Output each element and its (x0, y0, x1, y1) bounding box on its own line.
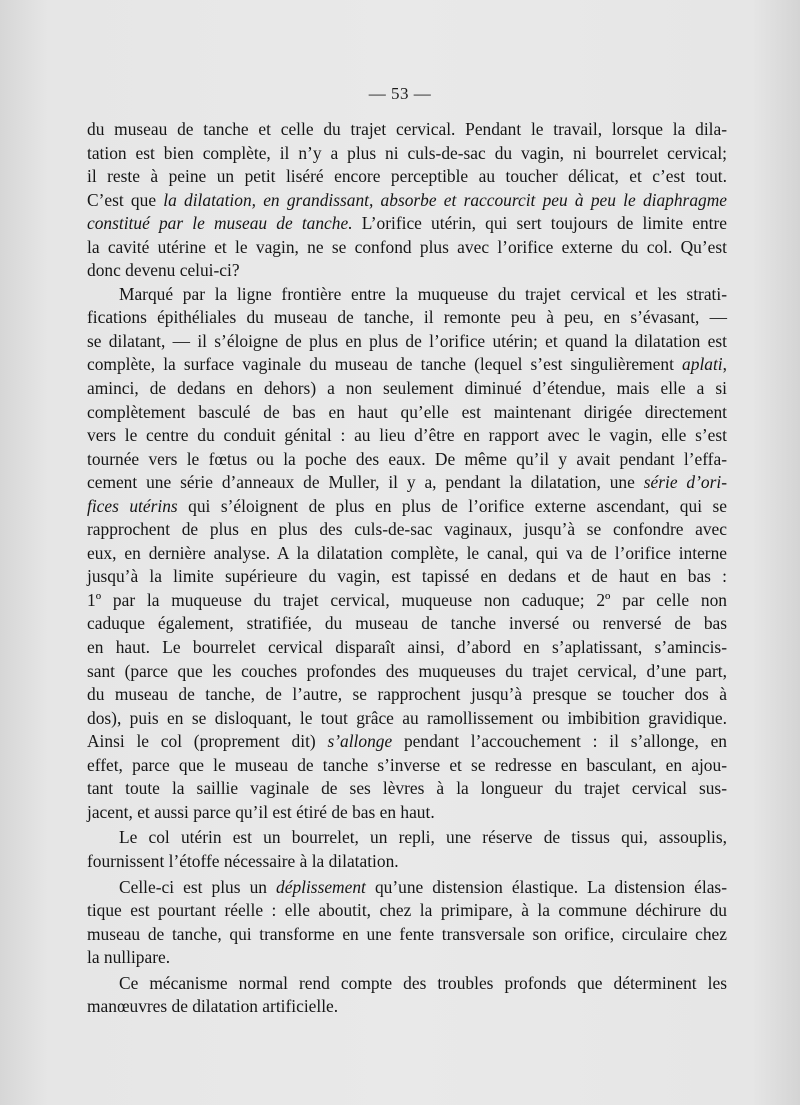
paragraph (87, 826, 727, 873)
text-line: jacent, et aussi parce qu’il est étiré de bas en haut. (87, 801, 435, 822)
text-line: constitué par le museau de tanche. L’orifice utérin, qui sert toujours de limite entre (87, 213, 728, 234)
text-line: Marqué par la ligne frontière entre la muqueuse du trajet cervical et les strati- (119, 283, 727, 304)
text-line: 1º par la muqueuse du trajet cervical, muqueuse non caduque; 2º par celle non (87, 589, 727, 610)
text-line: Celle-ci est plus un déplissement qu’une distension élastique. La distension élas- (119, 876, 727, 897)
text-line: museau de tanche, qui transforme en une fente transversale son orifice, circulaire chez (87, 923, 727, 944)
paragraph (87, 118, 727, 283)
text-line: du museau de tanche et celle du trajet cervical. Pendant le travail, lorsque la dila- (87, 119, 727, 139)
text-line: tation est bien complète, il n’y a plus ni culs-de-sac du vagin, ni bourrelet cervical; (87, 142, 727, 163)
text-line: tique est pourtant réelle : elle aboutit, chez la primipare, à la commune déchirure du (87, 900, 727, 921)
text-line: du museau de tanche, de l’autre, se rapprochent jusqu’à presque se toucher dos à (87, 684, 727, 705)
text-line: Le col utérin est un bourrelet, un repli, une réserve de tissus qui, assouplis, (119, 827, 727, 848)
paragraph (87, 876, 727, 970)
text-line: eux, en dernière analyse. A la dilatation complète, le canal, qui va de l’orifice interne (87, 542, 727, 563)
text-line: donc devenu celui-ci? (87, 260, 240, 281)
text-line: cement une série d’anneaux de Muller, il y a, pendant la dilatation, une série d’ori- (87, 472, 728, 493)
text-line: rapprochent de plus en plus des culs-de-sac vaginaux, jusqu’à se confondre avec (87, 519, 727, 540)
text-line: caduque également, stratifiée, du museau de tanche inversé ou renversé de bas (87, 613, 727, 634)
text-line: complètement basculé de bas en haut qu’elle est maintenant dirigée directement (87, 401, 727, 422)
text-line: la cavité utérine et le vagin, ne se confond plus avec l’orifice externe du col. Qu’est (87, 236, 727, 257)
text-line: Ce mécanisme normal rend compte des troubles profonds que déterminent les (119, 972, 727, 993)
text-line: vers le centre du conduit génital : au lieu d’être en rapport avec le vagin, elle s’est (87, 425, 727, 446)
text-line: tournée vers le fœtus ou la poche des eaux. De même qu’il y avait pendant l’effa- (87, 448, 727, 469)
page-number: — 53 — (368, 84, 432, 103)
text-line: Ainsi le col (proprement dit) s’allonge pendant l’accouchement : il s’allonge, en (87, 731, 727, 752)
text-line: fournissent l’étoffe nécessaire à la dilatation. (87, 850, 399, 871)
text-line: C’est que la dilatation, en grandissant, absorbe et raccourcit peu à peu le diaphragme (87, 189, 727, 210)
text-line: jusqu’à la limite supérieure du vagin, est tapissé en dedans et de haut en bas : (87, 566, 727, 587)
text-line: aminci, de dedans en dehors) a non seulement diminué d’étendue, mais elle a si (87, 378, 727, 399)
text-line: complète, la surface vaginale du museau de tanche (lequel s’est singulièrement aplati, (87, 354, 727, 375)
text-line: fices utérins qui s’éloignent de plus en plus de l’orifice externe ascendant, qui se (87, 495, 727, 516)
text-line: effet, parce que le museau de tanche s’inverse et se redresse en basculant, en ajou- (87, 754, 727, 775)
text-line: dos), puis en se disloquant, le tout grâce au ramollissement ou imbibition gravidique. (87, 707, 727, 728)
text-line: se dilatant, — il s’éloigne de plus en plus de l’orifice utérin; et quand la dilatation est (87, 330, 727, 351)
text-line: la nullipare. (87, 947, 171, 968)
text-line: en haut. Le bourrelet cervical disparaît ainsi, d’abord en s’aplatissant, s’amincis- (87, 637, 727, 658)
paragraph (87, 972, 727, 1019)
body-text (87, 118, 727, 1019)
text-line: sant (parce que les couches profondes des muqueuses du trajet cervical, d’une part, (87, 660, 727, 681)
text-line: tant toute la saillie vaginale de ses lèvres à la longueur du trajet cervical sus- (87, 778, 727, 799)
text-line: fications épithéliales du museau de tanche, il remonte peu à peu, en s’évasant, — (87, 307, 727, 328)
text-line: manœuvres de dilatation artificielle. (87, 996, 339, 1017)
text-line: il reste à peine un petit liséré encore perceptible au toucher délicat, et c’est tout. (87, 166, 727, 187)
paragraph (87, 283, 727, 825)
